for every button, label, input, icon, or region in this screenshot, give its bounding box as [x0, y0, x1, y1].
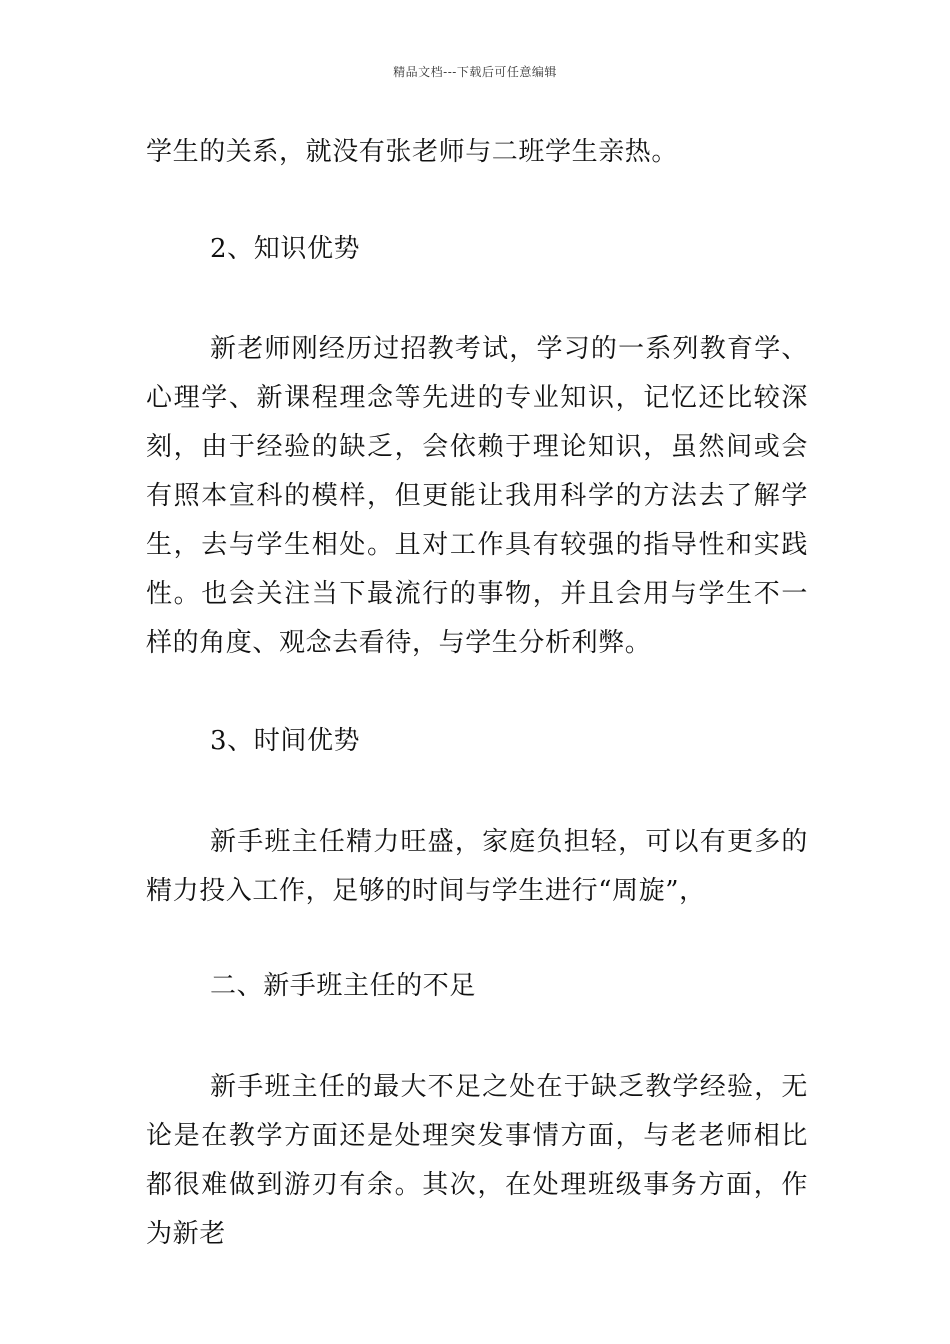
heading-text: 二、新手班主任的不足	[210, 971, 477, 1001]
paragraph-text: 学生的关系，就没有张老师与二班学生亲热。	[146, 137, 679, 167]
heading-text: 3、时间优势	[210, 726, 361, 756]
page-header: 精品文档---下载后可任意编辑	[393, 65, 557, 79]
section-heading-knowledge	[146, 225, 808, 274]
paragraph-text: 新手班主任精力旺盛，家庭负担轻，可以有更多的精力投入工作，足够的时间与学生进行“周旋”，	[146, 827, 808, 906]
paragraph-shortcomings	[146, 1063, 808, 1259]
paragraph-text: 新手班主任的最大不足之处在于缺乏教学经验，无论是在教学方面还是处理突发事情方面，与老老师相比都很难做到游刃有余。其次，在处理班级事务方面，作为新老	[146, 1072, 808, 1249]
paragraph-time	[146, 818, 808, 916]
paragraph-knowledge	[146, 325, 808, 668]
section-heading-shortcomings	[146, 962, 808, 1011]
heading-text: 2、知识优势	[210, 234, 361, 264]
paragraph-text: 新老师刚经历过招教考试，学习的一系列教育学、心理学、新课程理念等先进的专业知识，记忆还比较深刻，由于经验的缺乏，会依赖于理论知识，虽然间或会有照本宣科的模样，但更能让我用科学的方法去了解学生，去与学生相处。且对工作具有较强的指导性和实践性。也会关注当下最流行的事物，并且会用与学生不一样的角度、观念去看待，与学生分析利弊。	[146, 334, 808, 658]
paragraph-continuation	[146, 128, 808, 177]
section-heading-time	[146, 717, 808, 766]
